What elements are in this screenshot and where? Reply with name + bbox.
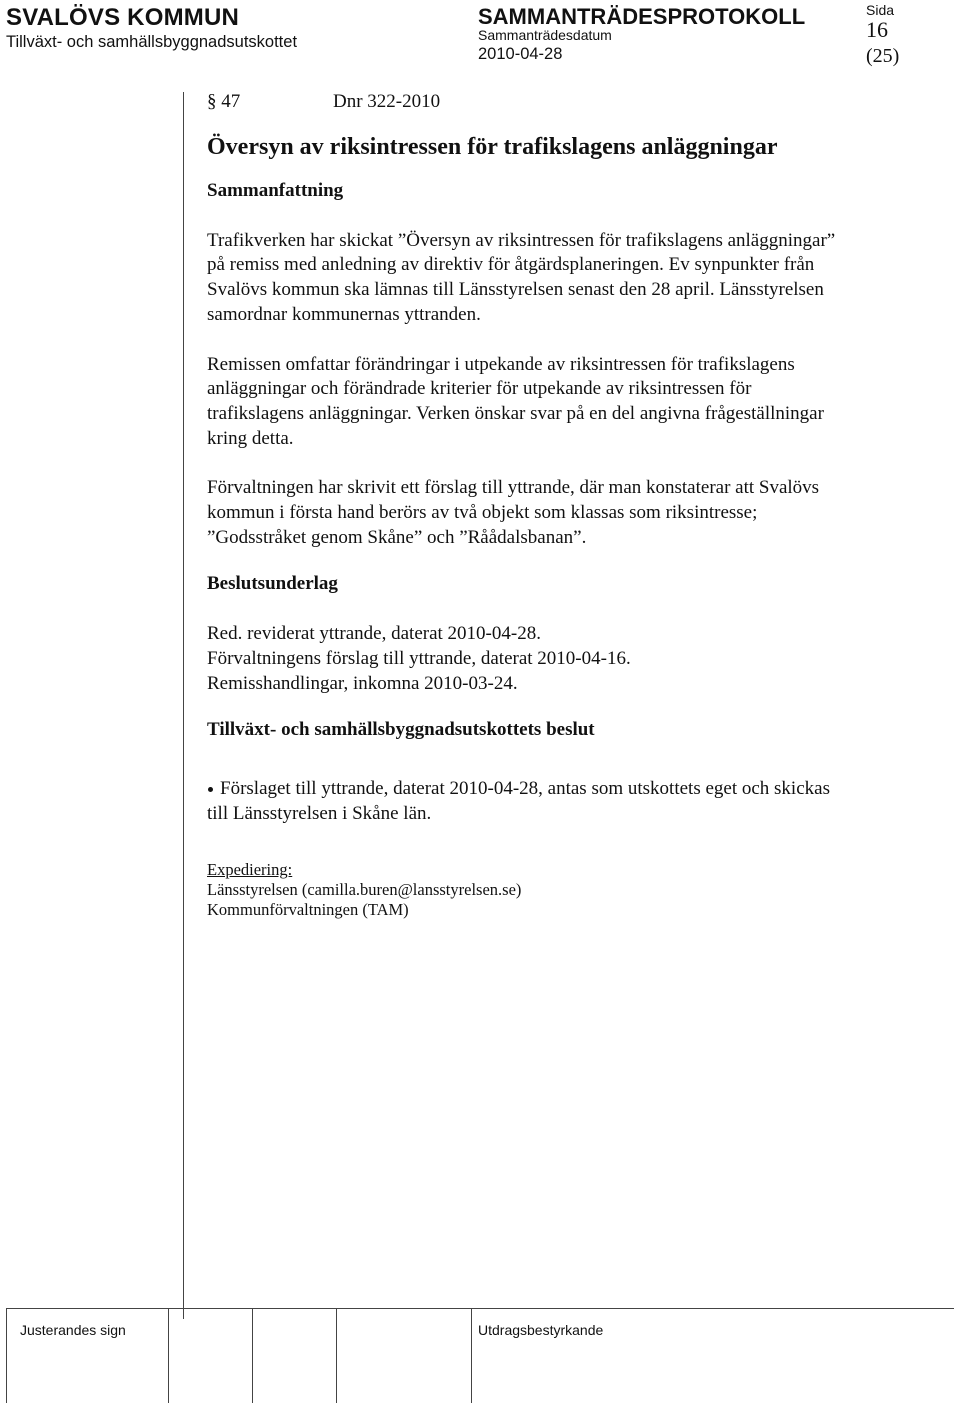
basis-item: Red. reviderat yttrande, daterat 2010-04-28.	[207, 623, 541, 645]
recipient: Kommunförvaltningen (TAM)	[207, 900, 409, 920]
left-margin-rule	[183, 92, 184, 1319]
expediering-heading: Expediering:	[207, 860, 293, 880]
footer-rule	[6, 1308, 954, 1309]
footer-extract-label: Utdragsbestyrkande	[478, 1322, 604, 1338]
text-line: kommun i första hand berörs av två objekt som klassas som riksintresse;	[207, 502, 758, 524]
recipient: Länsstyrelsen (camilla.buren@lansstyrelsen.se)	[207, 880, 522, 900]
meeting-date-value: 2010-04-28	[478, 45, 563, 63]
summary-paragraph-1	[207, 229, 927, 328]
page-total: (25)	[866, 45, 900, 67]
text-line: kring detta.	[207, 427, 294, 449]
basis-item: Remisshandlingar, inkomna 2010-03-24.	[207, 672, 518, 694]
text-line: till Länsstyrelsen i Skåne län.	[207, 802, 432, 824]
page-number: 16	[866, 17, 888, 42]
diary-number: Dnr 322-2010	[333, 91, 441, 113]
basis-heading: Beslutsunderlag	[207, 573, 338, 595]
footer-divider	[336, 1308, 337, 1403]
decision-heading: Tillväxt- och samhällsbyggnadsutskottets beslut	[207, 719, 595, 741]
basis-list	[207, 622, 927, 696]
organization-name: SVALÖVS KOMMUN	[6, 4, 240, 31]
document-body	[207, 86, 927, 920]
text-line: trafikslagens anläggningar. Verken önskar svar på en del angivna frågeställningar	[207, 402, 824, 424]
footer-divider	[6, 1308, 7, 1403]
footer-sign-label: Justerandes sign	[20, 1322, 126, 1338]
basis-item: Förvaltningens förslag till yttrande, daterat 2010-04-16.	[207, 647, 631, 669]
meeting-date-label: Sammanträdesdatum	[478, 27, 612, 43]
decision-bullet	[207, 777, 927, 826]
footer-divider	[252, 1308, 253, 1403]
summary-heading: Sammanfattning	[207, 180, 344, 201]
text-line: samordnar kommunernas yttranden.	[207, 303, 481, 325]
expediering-section	[207, 860, 927, 920]
summary-paragraph-3	[207, 476, 927, 550]
text-line: Remissen omfattar förändringar i utpekande av riksintressen för trafikslagens	[207, 353, 795, 375]
text-line: Trafikverken har skickat ”Översyn av riksintressen för trafikslagens anläggningar”	[207, 229, 836, 251]
text-line: Förvaltningen har skrivit ett förslag till yttrande, där man konstaterar att Svalövs	[207, 477, 820, 499]
footer-divider	[471, 1308, 472, 1403]
text-line: Svalövs kommun ska lämnas till Länsstyrelsen senast den 28 april. Länsstyrelsen	[207, 279, 824, 301]
text-line: Förslaget till yttrande, daterat 2010-04-28, antas som utskottets eget och skickas	[220, 777, 830, 799]
summary-paragraph-2	[207, 353, 927, 452]
item-title: Översyn av riksintressen för trafikslagens anläggningar	[207, 134, 778, 160]
text-line: ”Godsstråket genom Skåne” och ”Råådalsbanan”.	[207, 526, 587, 548]
footer-divider	[168, 1308, 169, 1403]
text-line: anläggningar och förändrade kriterier för utpekande av riksintressen för	[207, 378, 752, 400]
document-type: SAMMANTRÄDESPROTOKOLL	[478, 4, 806, 29]
item-reference-row	[207, 86, 927, 115]
page-label: Sida	[866, 2, 895, 18]
organization-unit: Tillväxt- och samhällsbyggnadsutskottet	[6, 33, 298, 51]
paragraph-number: § 47	[207, 91, 241, 113]
bullet-icon	[208, 787, 213, 792]
text-line: på remiss med anledning av direktiv för åtgärdsplaneringen. Ev synpunkter från	[207, 254, 815, 276]
